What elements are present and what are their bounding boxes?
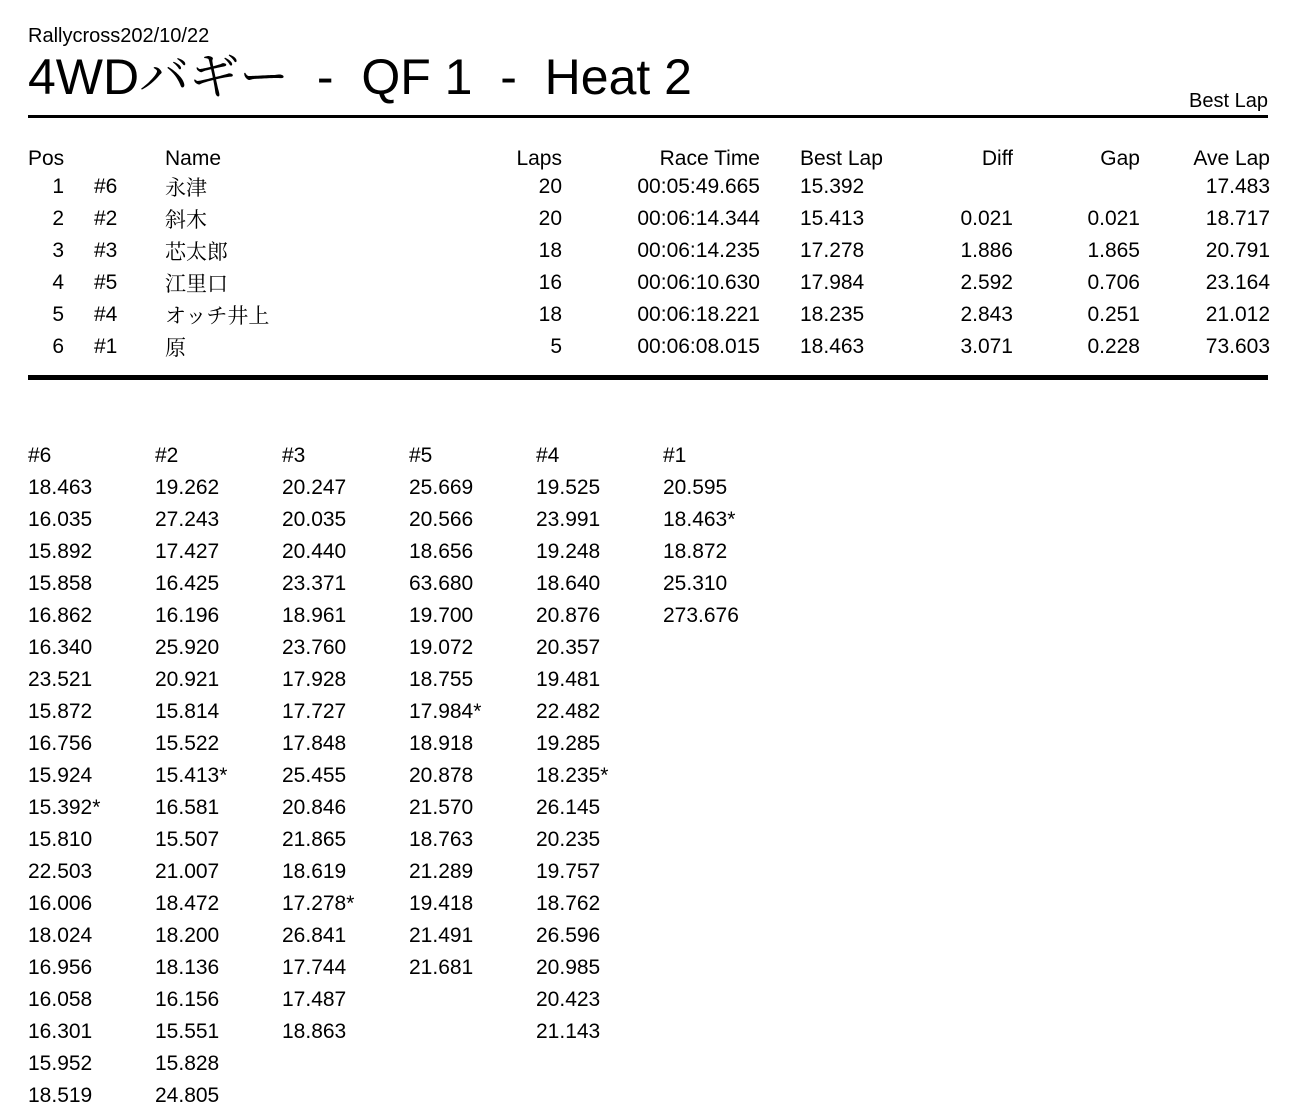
lap-time-value: 23.991 — [536, 508, 601, 531]
col-header-race-time: Race Time — [659, 147, 760, 170]
lap-time-value: 15.551 — [155, 1020, 220, 1043]
lap-time-value: 18.918 — [409, 732, 474, 755]
lap-time-value: 20.247 — [282, 476, 347, 499]
lap-time-value: 15.522 — [155, 732, 220, 755]
cell-best-lap: 18.463 — [800, 335, 865, 358]
lap-time-value: 15.392* — [28, 796, 101, 819]
lap-time-value: 21.570 — [409, 796, 474, 819]
cell-pos: 5 — [52, 303, 64, 326]
cell-ave-lap: 23.164 — [1205, 271, 1270, 294]
lap-time-value: 22.503 — [28, 860, 93, 883]
lap-time-value: 15.413* — [155, 764, 228, 787]
lap-time-value: 20.985 — [536, 956, 601, 979]
lap-time-value: 19.285 — [536, 732, 601, 755]
lap-time-value: 273.676 — [663, 604, 739, 627]
cell-pos: 2 — [52, 207, 64, 230]
cell-laps: 20 — [538, 207, 562, 230]
lap-time-value: 15.892 — [28, 540, 93, 563]
event-date-line: Rallycross202/10/22 — [28, 25, 210, 47]
results-header-row — [28, 142, 1270, 171]
lap-times-grid — [28, 440, 1268, 1112]
cell-laps: 18 — [538, 239, 562, 262]
lap-time-value: 16.301 — [28, 1020, 93, 1043]
lap-time-value: 19.418 — [409, 892, 474, 915]
results-table — [28, 142, 1270, 363]
lap-column — [536, 440, 663, 1112]
lap-column — [282, 440, 409, 1112]
lap-time-value: 24.805 — [155, 1084, 220, 1107]
cell-pos: 3 — [52, 239, 64, 262]
lap-time-value: 15.828 — [155, 1052, 220, 1075]
lap-time-value: 26.841 — [282, 924, 347, 947]
lap-column-car-number: #5 — [409, 444, 433, 467]
cell-ave-lap: 18.717 — [1205, 207, 1270, 230]
cell-gap: 0.706 — [1087, 271, 1140, 294]
col-header-gap: Gap — [1100, 147, 1140, 170]
cell-diff: 2.592 — [960, 271, 1013, 294]
lap-time-value: 19.481 — [536, 668, 601, 691]
lap-time-value: 63.680 — [409, 572, 474, 595]
lap-time-value: 20.846 — [282, 796, 347, 819]
lap-time-value: 20.595 — [663, 476, 728, 499]
lap-time-value: 17.278* — [282, 892, 355, 915]
cell-gap: 0.251 — [1087, 303, 1140, 326]
cell-driver-name: 斜木 — [165, 209, 207, 232]
lap-time-list — [28, 472, 155, 1112]
cell-diff: 3.071 — [960, 335, 1013, 358]
lap-time-value: 22.482 — [536, 700, 601, 723]
lap-time-value: 20.035 — [282, 508, 347, 531]
cell-car-number: #3 — [94, 239, 118, 262]
cell-driver-name: 永津 — [165, 177, 207, 200]
cell-best-lap: 15.413 — [800, 207, 865, 230]
lap-time-list — [409, 472, 536, 984]
lap-time-value: 16.340 — [28, 636, 93, 659]
cell-ave-lap: 20.791 — [1205, 239, 1270, 262]
lap-time-value: 20.235 — [536, 828, 601, 851]
lap-time-value: 27.243 — [155, 508, 220, 531]
lap-time-value: 25.920 — [155, 636, 220, 659]
cell-best-lap: 17.984 — [800, 271, 865, 294]
cell-gap: 0.021 — [1087, 207, 1140, 230]
lap-time-list — [282, 472, 409, 1048]
lap-time-value: 18.200 — [155, 924, 220, 947]
lap-time-value: 21.289 — [409, 860, 474, 883]
cell-race-time: 00:06:10.630 — [637, 271, 760, 294]
lap-time-value: 16.425 — [155, 572, 220, 595]
cell-best-lap: 17.278 — [800, 239, 865, 262]
cell-diff: 0.021 — [960, 207, 1013, 230]
cell-race-time: 00:06:18.221 — [637, 303, 760, 326]
lap-time-value: 18.961 — [282, 604, 347, 627]
lap-time-value: 18.463* — [663, 508, 736, 531]
col-header-diff: Diff — [981, 147, 1013, 170]
lap-time-value: 17.727 — [282, 700, 347, 723]
lap-time-value: 26.145 — [536, 796, 601, 819]
lap-time-value: 21.007 — [155, 860, 220, 883]
lap-time-value: 16.058 — [28, 988, 93, 1011]
lap-time-value: 18.872 — [663, 540, 728, 563]
lap-time-value: 21.865 — [282, 828, 347, 851]
col-header-laps: Laps — [516, 147, 562, 170]
lap-column-car-number: #6 — [28, 444, 52, 467]
lap-time-value: 16.035 — [28, 508, 93, 531]
lap-time-value: 20.357 — [536, 636, 601, 659]
cell-pos: 1 — [52, 175, 64, 198]
lap-time-list — [155, 472, 282, 1112]
cell-car-number: #2 — [94, 207, 118, 230]
result-row — [28, 171, 1270, 203]
result-row — [28, 267, 1270, 299]
lap-time-value: 25.669 — [409, 476, 474, 499]
title-divider — [28, 115, 1268, 118]
cell-diff: 1.886 — [960, 239, 1013, 262]
lap-column — [409, 440, 536, 1112]
cell-car-number: #4 — [94, 303, 118, 326]
lap-time-value: 16.156 — [155, 988, 220, 1011]
lap-time-value: 20.566 — [409, 508, 474, 531]
lap-time-value: 18.235* — [536, 764, 609, 787]
lap-time-value: 18.640 — [536, 572, 601, 595]
lap-time-value: 19.262 — [155, 476, 220, 499]
lap-time-value: 19.757 — [536, 860, 601, 883]
lap-time-value: 15.872 — [28, 700, 93, 723]
cell-ave-lap: 17.483 — [1205, 175, 1270, 198]
cell-gap: 0.228 — [1087, 335, 1140, 358]
result-row — [28, 203, 1270, 235]
lap-time-value: 20.878 — [409, 764, 474, 787]
cell-driver-name: 芯太郎 — [165, 241, 228, 264]
cell-race-time: 00:06:14.235 — [637, 239, 760, 262]
lap-time-value: 15.507 — [155, 828, 220, 851]
lap-time-value: 23.760 — [282, 636, 347, 659]
lap-time-value: 17.928 — [282, 668, 347, 691]
lap-time-value: 18.519 — [28, 1084, 93, 1107]
cell-car-number: #5 — [94, 271, 118, 294]
table-divider — [28, 375, 1268, 380]
cell-pos: 4 — [52, 271, 64, 294]
lap-time-value: 18.472 — [155, 892, 220, 915]
lap-time-value: 21.491 — [409, 924, 474, 947]
lap-time-value: 23.521 — [28, 668, 93, 691]
page-title: 4WDバギー - QF 1 - Heat 2 — [28, 49, 692, 105]
lap-time-value: 20.876 — [536, 604, 601, 627]
lap-time-value: 26.596 — [536, 924, 601, 947]
best-lap-corner-label: Best Lap — [1189, 90, 1268, 112]
lap-time-value: 23.371 — [282, 572, 347, 595]
lap-time-value: 15.924 — [28, 764, 93, 787]
lap-time-value: 15.952 — [28, 1052, 93, 1075]
lap-time-value: 21.143 — [536, 1020, 601, 1043]
lap-time-value: 18.656 — [409, 540, 474, 563]
cell-laps: 18 — [538, 303, 562, 326]
cell-race-time: 00:05:49.665 — [637, 175, 760, 198]
lap-time-value: 19.072 — [409, 636, 474, 659]
lap-time-value: 25.455 — [282, 764, 347, 787]
col-header-ave-lap: Ave Lap — [1193, 147, 1270, 170]
document-header — [28, 0, 1268, 118]
lap-time-value: 17.744 — [282, 956, 347, 979]
lap-time-value: 16.956 — [28, 956, 93, 979]
lap-time-list — [536, 472, 663, 1048]
cell-gap — [1013, 171, 1140, 203]
lap-time-value: 17.427 — [155, 540, 220, 563]
lap-time-value: 15.814 — [155, 700, 220, 723]
lap-time-value: 25.310 — [663, 572, 728, 595]
lap-column — [155, 440, 282, 1112]
cell-ave-lap: 21.012 — [1205, 303, 1270, 326]
col-header-pos: Pos — [28, 147, 65, 170]
cell-driver-name: オッチ井上 — [165, 305, 270, 328]
cell-ave-lap: 73.603 — [1205, 335, 1270, 358]
cell-diff — [890, 171, 1013, 203]
lap-time-value: 15.858 — [28, 572, 93, 595]
lap-time-value: 16.196 — [155, 604, 220, 627]
lap-column-car-number: #4 — [536, 444, 560, 467]
col-header-name: Name — [165, 147, 222, 170]
lap-time-value: 18.463 — [28, 476, 93, 499]
lap-column-car-number: #2 — [155, 444, 179, 467]
result-row — [28, 331, 1270, 363]
lap-column-car-number: #3 — [282, 444, 306, 467]
lap-time-value: 19.525 — [536, 476, 601, 499]
lap-time-value: 18.763 — [409, 828, 474, 851]
lap-time-value: 20.423 — [536, 988, 601, 1011]
lap-time-value: 16.581 — [155, 796, 220, 819]
cell-diff: 2.843 — [960, 303, 1013, 326]
result-row — [28, 299, 1270, 331]
cell-car-number: #6 — [94, 175, 118, 198]
lap-time-value: 21.681 — [409, 956, 474, 979]
lap-time-value: 18.755 — [409, 668, 474, 691]
lap-time-value: 18.619 — [282, 860, 347, 883]
cell-race-time: 00:06:14.344 — [637, 207, 760, 230]
col-header-best-lap: Best Lap — [800, 147, 883, 170]
cell-laps: 5 — [550, 335, 562, 358]
lap-time-value: 16.006 — [28, 892, 93, 915]
lap-time-value: 18.762 — [536, 892, 601, 915]
lap-column-car-number: #1 — [663, 444, 687, 467]
lap-time-value: 18.136 — [155, 956, 220, 979]
cell-best-lap: 18.235 — [800, 303, 865, 326]
lap-time-value: 19.700 — [409, 604, 474, 627]
lap-time-value: 17.848 — [282, 732, 347, 755]
cell-laps: 16 — [538, 271, 562, 294]
cell-best-lap: 15.392 — [800, 175, 865, 198]
cell-gap: 1.865 — [1087, 239, 1140, 262]
cell-driver-name: 江里口 — [165, 273, 228, 296]
lap-time-value: 17.487 — [282, 988, 347, 1011]
lap-time-value: 20.440 — [282, 540, 347, 563]
cell-race-time: 00:06:08.015 — [637, 335, 760, 358]
lap-time-value: 16.862 — [28, 604, 93, 627]
lap-time-value: 16.756 — [28, 732, 93, 755]
lap-time-value: 18.863 — [282, 1020, 347, 1043]
cell-laps: 20 — [538, 175, 562, 198]
lap-time-list — [663, 472, 790, 632]
lap-column — [28, 440, 155, 1112]
result-row — [28, 235, 1270, 267]
cell-pos: 6 — [52, 335, 64, 358]
cell-driver-name: 原 — [165, 337, 186, 360]
lap-time-value: 18.024 — [28, 924, 93, 947]
lap-time-value: 20.921 — [155, 668, 220, 691]
lap-time-value: 17.984* — [409, 700, 482, 723]
lap-time-value: 19.248 — [536, 540, 601, 563]
lap-column — [663, 440, 790, 1112]
cell-car-number: #1 — [94, 335, 118, 358]
lap-time-value: 15.810 — [28, 828, 93, 851]
col-header-car — [64, 142, 136, 171]
